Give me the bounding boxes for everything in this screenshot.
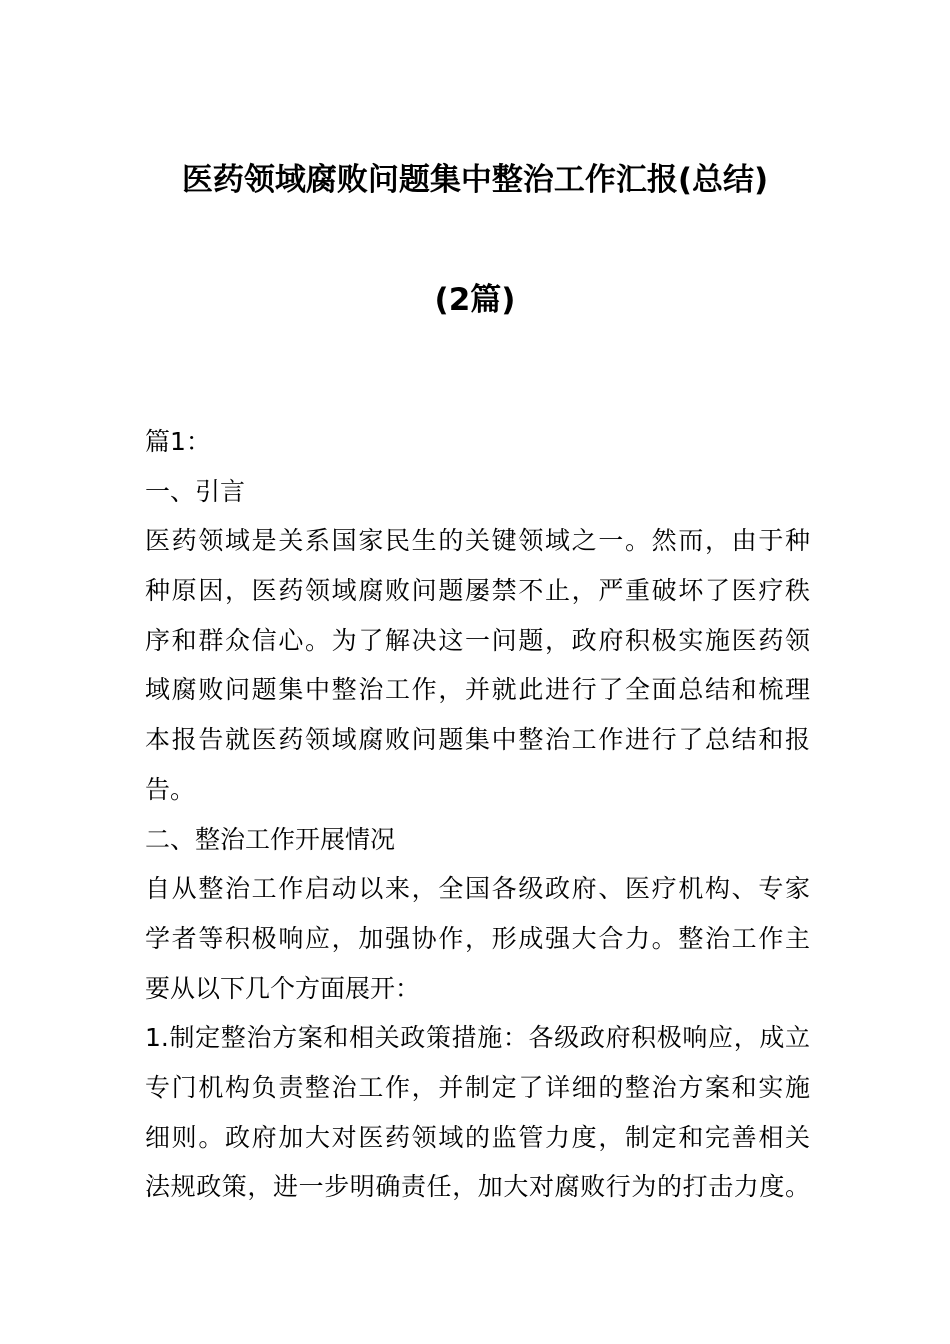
paragraph-line: 要从以下几个方面展开： <box>145 973 421 1003</box>
heading-introduction: 一、引言 <box>145 476 246 506</box>
document-title-line-1: 医药领域腐败问题集中整治工作汇报(总结) <box>181 162 769 198</box>
section-label-part1: 篇1： <box>145 427 211 456</box>
paragraph-line: 学者等积极响应，加强协作，形成强大合力。整治工作主 <box>145 923 810 953</box>
list-item-line: 1.制定整治方案和相关政策措施：各级政府积极响应，成立 <box>145 1023 810 1053</box>
document-body <box>145 417 810 1212</box>
paragraph-line: 自从整治工作启动以来，全国各级政府、医疗机构、专家 <box>145 874 810 904</box>
paragraph-line: 种原因，医药领域腐败问题屡禁不止，严重破坏了医疗秩 <box>145 576 810 606</box>
paragraph-line: 序和群众信心。为了解决这一问题，政府积极实施医药领 <box>145 625 810 655</box>
paragraph-line: 告。 <box>145 774 196 804</box>
list-item-line: 法规政策，进一步明确责任，加大对腐败行为的打击力度。 <box>145 1172 810 1202</box>
list-item-line: 细则。政府加大对医药领域的监管力度，制定和完善相关 <box>145 1122 810 1152</box>
paragraph-line: 域腐败问题集中整治工作，并就此进行了全面总结和梳理 <box>145 675 810 705</box>
paragraph-line: 本报告就医药领域腐败问题集中整治工作进行了总结和报 <box>145 725 810 755</box>
list-item-line: 专门机构负责整治工作，并制定了详细的整治方案和实施 <box>145 1072 810 1102</box>
paragraph-line: 医药领域是关系国家民生的关键领域之一。然而，由于种 <box>145 526 810 556</box>
document-title-line-2: (2篇) <box>434 282 516 318</box>
heading-work-progress: 二、整治工作开展情况 <box>145 824 396 854</box>
